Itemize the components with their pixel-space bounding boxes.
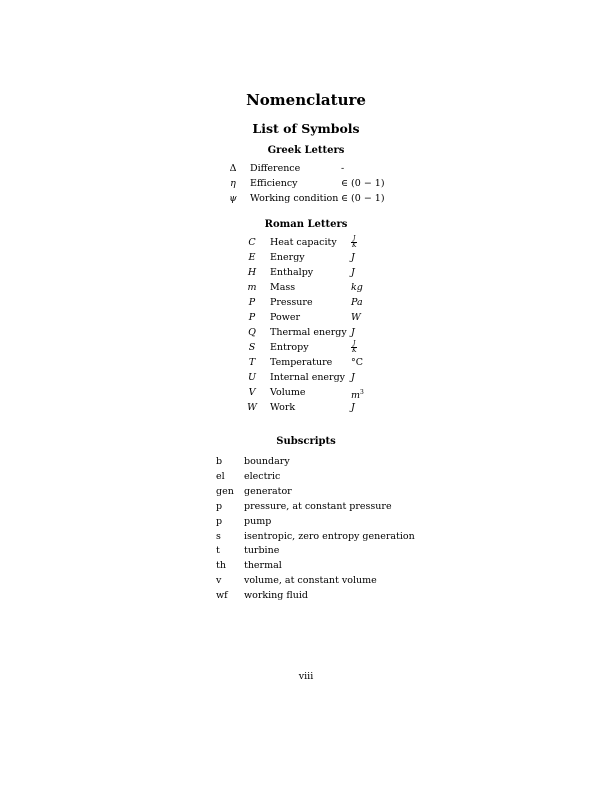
subscript-description: pressure, at constant pressure bbox=[244, 500, 392, 512]
subscript-description: pump bbox=[244, 515, 272, 527]
roman-description: Pressure bbox=[270, 297, 313, 308]
roman-row bbox=[0, 296, 612, 310]
page-number: viii bbox=[298, 671, 314, 682]
roman-unit bbox=[351, 341, 357, 355]
subscript-description: turbine bbox=[244, 545, 280, 557]
unit-text: J bbox=[351, 402, 355, 413]
subscript-abbreviation: th bbox=[216, 560, 226, 572]
roman-unit bbox=[351, 236, 357, 250]
subscript-abbreviation: b bbox=[216, 456, 223, 467]
subscript-description: isentropic, zero entropy generation bbox=[244, 530, 415, 542]
subscript-row bbox=[0, 589, 612, 603]
roman-symbol: W bbox=[247, 402, 257, 413]
subscript-description: thermal bbox=[244, 560, 282, 572]
unit-text: J bbox=[351, 252, 355, 263]
roman-row bbox=[0, 341, 612, 355]
roman-unit bbox=[351, 356, 363, 370]
roman-symbol: H bbox=[247, 267, 257, 278]
greek-description: Working condition bbox=[250, 193, 339, 204]
subscript-row bbox=[0, 574, 612, 588]
roman-description: Entropy bbox=[270, 342, 309, 353]
unit-text: Pa bbox=[351, 297, 363, 308]
subscript-abbreviation: t bbox=[216, 545, 220, 557]
unit-text: J bbox=[351, 372, 355, 383]
greek-description: Efficiency bbox=[250, 178, 298, 189]
roman-row bbox=[0, 386, 612, 400]
unit-exponent: 3 bbox=[360, 389, 364, 396]
roman-unit bbox=[351, 281, 363, 295]
unit-denominator: K bbox=[352, 347, 357, 354]
greek-symbol: Δ bbox=[229, 163, 237, 174]
greek-unit: - bbox=[341, 163, 345, 174]
roman-symbol: S bbox=[248, 342, 256, 353]
roman-description: Temperature bbox=[270, 357, 333, 368]
unit-numerator: J bbox=[351, 341, 357, 348]
subscripts-heading: Subscripts bbox=[276, 436, 336, 447]
subscript-abbreviation: p bbox=[216, 500, 223, 512]
roman-description: Volume bbox=[270, 387, 306, 398]
subscript-description: working fluid bbox=[244, 590, 308, 602]
subscript-abbreviation: p bbox=[216, 515, 223, 527]
greek-symbol: ψ bbox=[229, 193, 237, 204]
roman-symbol: P bbox=[248, 312, 256, 323]
roman-description: Power bbox=[270, 312, 301, 323]
roman-unit bbox=[351, 311, 361, 325]
roman-symbol: Q bbox=[248, 327, 256, 338]
unit-text: m bbox=[351, 390, 361, 401]
roman-symbol: m bbox=[247, 282, 257, 293]
greek-symbol: η bbox=[230, 178, 236, 189]
roman-row bbox=[0, 251, 612, 265]
subscript-row bbox=[0, 500, 612, 514]
roman-symbol: C bbox=[248, 237, 256, 248]
unit-text: kg bbox=[351, 282, 363, 293]
subscript-abbreviation: wf bbox=[216, 590, 228, 602]
roman-description: Heat capacity bbox=[270, 237, 337, 248]
subscript-abbreviation: s bbox=[216, 530, 221, 542]
subscript-abbreviation: gen bbox=[216, 485, 234, 497]
roman-description: Energy bbox=[270, 252, 305, 263]
subscript-row bbox=[0, 515, 612, 529]
roman-row bbox=[0, 401, 612, 415]
unit-text: °C bbox=[351, 357, 364, 368]
subscript-description: boundary bbox=[244, 456, 290, 467]
roman-description: Internal energy bbox=[270, 372, 346, 383]
greek-letters-heading: Greek Letters bbox=[267, 145, 345, 156]
subscript-description: generator bbox=[244, 485, 292, 497]
roman-row bbox=[0, 236, 612, 250]
roman-description: Mass bbox=[270, 282, 296, 293]
page-title: Nomenclature bbox=[246, 91, 366, 109]
roman-unit bbox=[351, 401, 355, 415]
subscript-row bbox=[0, 544, 612, 558]
subscript-row bbox=[0, 530, 612, 544]
subscript-description: electric bbox=[244, 470, 281, 482]
roman-description: Work bbox=[270, 402, 296, 413]
roman-unit bbox=[351, 296, 363, 310]
roman-description: Enthalpy bbox=[270, 267, 314, 278]
greek-unit: ∈ (0 − 1) bbox=[341, 193, 385, 204]
subscript-row bbox=[0, 485, 612, 499]
roman-symbol: V bbox=[248, 387, 256, 398]
subscript-description: volume, at constant volume bbox=[244, 575, 377, 587]
greek-row bbox=[0, 177, 612, 191]
unit-fraction bbox=[351, 236, 357, 249]
unit-text: J bbox=[351, 327, 355, 338]
subscript-row bbox=[0, 559, 612, 573]
subscript-row bbox=[0, 470, 612, 484]
roman-symbol: U bbox=[247, 372, 256, 383]
unit-fraction bbox=[351, 341, 357, 354]
greek-row bbox=[0, 162, 612, 176]
roman-unit bbox=[351, 326, 355, 340]
roman-symbol: P bbox=[248, 297, 256, 308]
unit-denominator: K bbox=[352, 242, 357, 249]
unit-numerator: J bbox=[351, 236, 357, 243]
roman-unit bbox=[351, 371, 355, 385]
roman-row bbox=[0, 311, 612, 325]
section-title: List of Symbols bbox=[252, 121, 360, 136]
roman-description: Thermal energy bbox=[270, 327, 347, 338]
greek-unit: ∈ (0 − 1) bbox=[341, 178, 385, 189]
unit-text: J bbox=[351, 267, 355, 278]
roman-row bbox=[0, 356, 612, 370]
roman-letters-heading: Roman Letters bbox=[264, 219, 348, 230]
subscript-abbreviation: v bbox=[216, 575, 222, 587]
roman-unit bbox=[351, 251, 355, 265]
roman-row bbox=[0, 326, 612, 340]
roman-symbol: E bbox=[248, 252, 256, 263]
greek-description: Difference bbox=[250, 163, 301, 174]
greek-row bbox=[0, 192, 612, 206]
roman-row bbox=[0, 371, 612, 385]
subscript-abbreviation: el bbox=[216, 470, 225, 482]
roman-unit bbox=[351, 266, 355, 280]
subscript-row bbox=[0, 455, 612, 469]
roman-symbol: T bbox=[248, 357, 256, 368]
roman-row bbox=[0, 281, 612, 295]
unit-text: W bbox=[351, 312, 361, 323]
roman-row bbox=[0, 266, 612, 280]
